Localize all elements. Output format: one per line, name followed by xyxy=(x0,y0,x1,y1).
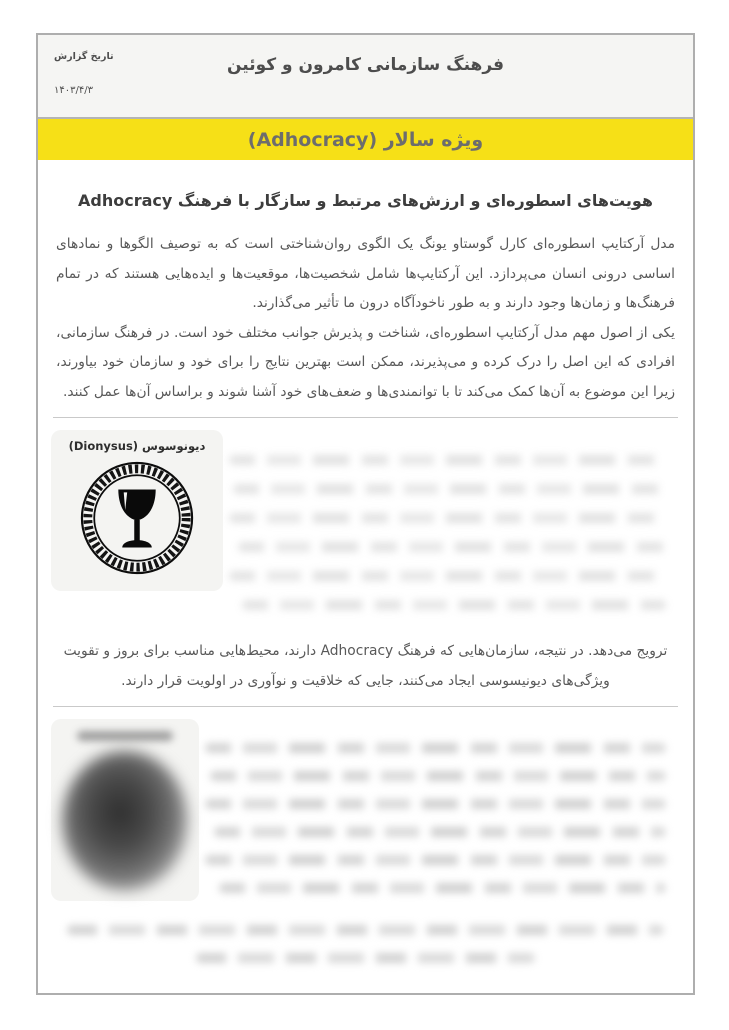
goblet-stem xyxy=(134,520,140,542)
report-date-value: ۱۴۰۳/۴/۳ xyxy=(54,85,93,96)
section-divider xyxy=(53,417,678,418)
dionysus-card xyxy=(51,430,223,591)
section-divider xyxy=(53,706,678,707)
report-title: فرهنگ سازمانی کامرون و کوئین xyxy=(226,55,505,75)
blurred-text-line xyxy=(205,855,666,865)
culture-banner xyxy=(38,119,693,160)
blurred-text-line xyxy=(238,542,666,552)
report-date-label: تاریخ گزارش xyxy=(54,51,114,62)
blurred-section xyxy=(51,719,680,911)
report-header xyxy=(38,35,693,119)
blurred-text-line-short xyxy=(196,953,536,963)
blurred-text-line xyxy=(219,883,666,893)
blurred-card-label xyxy=(77,731,173,741)
culture-banner-title: ویژه سالار (Adhocracy) xyxy=(247,128,484,151)
blurred-paragraph-bottom xyxy=(199,719,680,911)
blurred-text-line xyxy=(205,799,666,809)
blurred-text-line xyxy=(229,571,666,581)
blurred-text-line xyxy=(210,771,666,781)
blurred-myth-card xyxy=(51,719,199,901)
paragraph-archetype-intro: مدل آرکتایپ اسطوره‌ای کارل گوستاو یونگ یک الگوی روان‌شناختی است که به توصیف الگوها و نمادهای اساسی درونی انسان می‌پردازد. این آرکتایپ‌ها شامل شخصیت‌ها، موقعیت‌ها و ایده‌هایی هستند که در تمام فرهنگ‌ها و زمان‌ها وجود دارند و به طور ناخودآگاه درون ما تأثیر می‌گذارند. xyxy=(56,236,675,311)
blurred-text-line xyxy=(229,455,666,465)
dionysus-label: دیونوسوس (Dionysus) xyxy=(68,439,206,453)
blurred-text-line xyxy=(242,600,666,610)
blurred-paragraph-dionysus xyxy=(223,430,680,629)
section-heading: هویت‌های اسطوره‌ای و ارزش‌های مرتبط و سازگار با فرهنگ Adhocracy xyxy=(77,191,654,210)
report-page xyxy=(36,33,695,995)
blurred-text-line xyxy=(233,484,666,494)
blurred-text-line xyxy=(205,743,666,753)
goblet-icon xyxy=(78,459,196,577)
blurred-text-line-wide xyxy=(67,925,665,935)
report-content xyxy=(38,160,693,963)
blurred-text-line xyxy=(214,827,666,837)
dionysus-section xyxy=(51,430,680,629)
blurred-myth-image xyxy=(62,751,188,891)
blurred-text-line xyxy=(229,513,666,523)
paragraph-archetype-principles: یکی از اصول مهم مدل آرکتایپ اسطوره‌ای، شناخت و پذیرش جوانب مختلف خود است. در فرهنگ سازمانی، افرادی که این اصل را درک کرده و می‌پذیرند، ممکن است بهترین نتایج را برای خود و سازمان خود بیاورند، زیرا این موضوع به آن‌ها کمک می‌کند تا با توانمندی‌ها و ضعف‌های خود آشنا شوند و براساس آن‌ها عمل کنند. xyxy=(56,324,675,400)
goblet-foot xyxy=(122,540,152,547)
paragraph-conclusion: ترویج می‌دهد. در نتیجه، سازمان‌هایی که فرهنگ Adhocracy دارند، محیط‌هایی مناسب برای بروز و تقویت ویژگی‌های دیونیسوسی ایجاد می‌کنند، جایی که خلاقیت و نوآوری در اولویت قرار دارند. xyxy=(63,643,668,689)
